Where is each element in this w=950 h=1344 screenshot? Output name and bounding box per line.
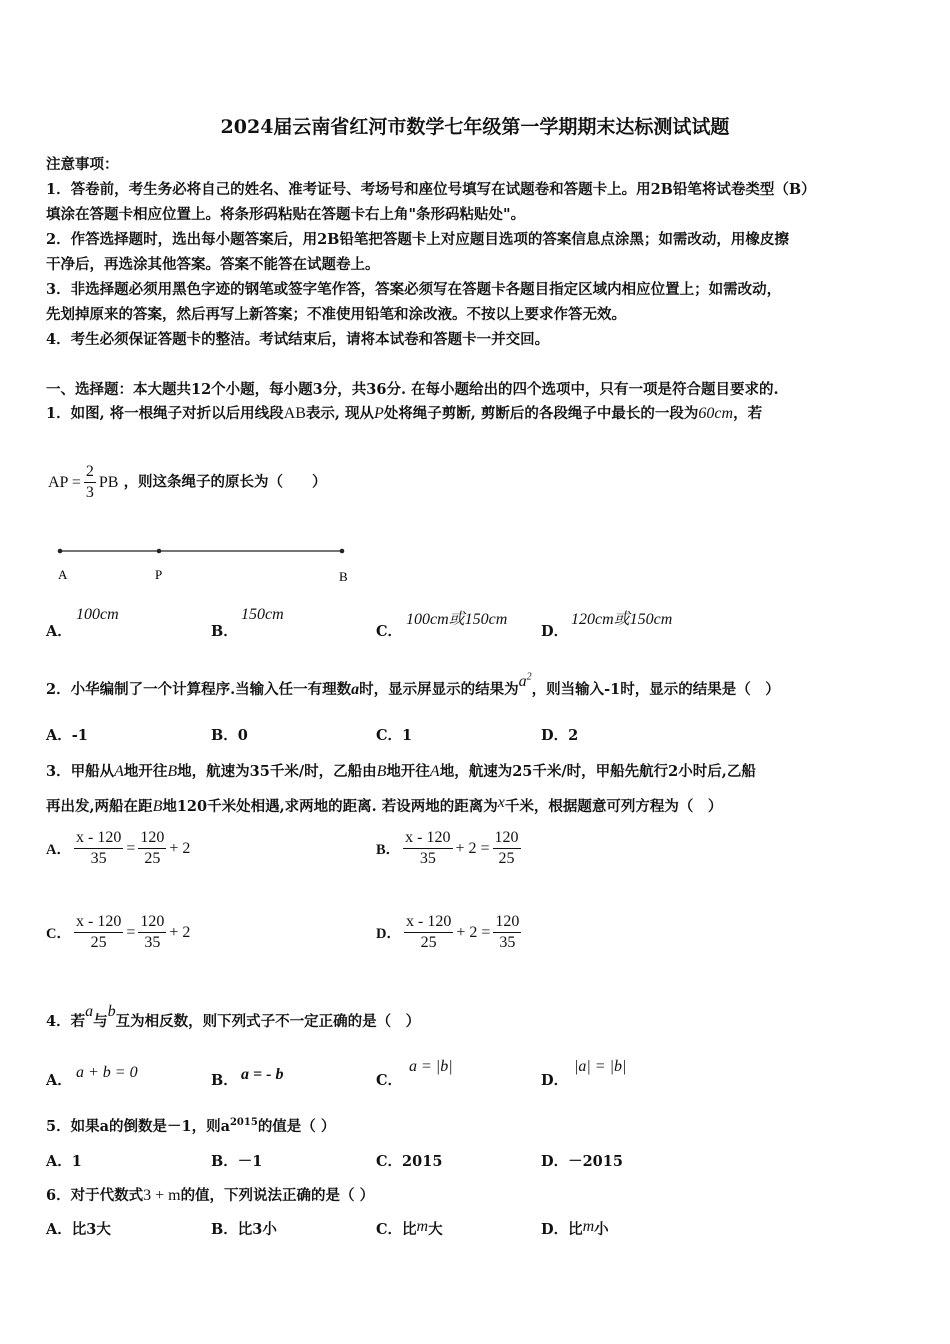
- q1-option-b[interactable]: B．: [211, 623, 238, 640]
- notice-line: 先划掉原来的答案，然后再写上新答案；不准使用铅笔和涂改液。不按以上要求作答无效。: [46, 306, 626, 323]
- segment-ab: AB: [283, 405, 306, 422]
- question-1-condition: AP = $\frac{2}{3}$ PB ，则这条绳子的原长为（ ）: [48, 463, 327, 501]
- point-p-dot: [157, 549, 162, 554]
- q1-option-a-value: 100cm: [76, 606, 119, 623]
- section-heading: 一、选择题：本大题共12个小题，每小题3分，共36分. 在每小题给出的四个选项中，只有一项是符合题目要求的.: [46, 381, 779, 398]
- q2-option-a[interactable]: A．-1: [46, 727, 88, 744]
- question-6-stem: 6．对于代数式3 + m的值，下列说法正确的是（ ）: [46, 1187, 375, 1204]
- q2-option-b[interactable]: B．0: [211, 727, 248, 744]
- notice-line: 4．考生必须保证答题卡的整洁。考试结束后，请将本试卷和答题卡一并交回。: [46, 331, 550, 348]
- q5-option-b[interactable]: B．－1: [211, 1153, 263, 1170]
- point-p: P: [374, 405, 384, 422]
- q1-option-b-value: 150cm: [241, 606, 284, 623]
- q3-option-a[interactable]: A． $\frac{x - 120}{35}$ = $\frac{120}{25}$ + 2: [46, 829, 191, 867]
- q1-option-c-value: 100cm或150cm: [406, 611, 508, 628]
- q4-option-a-value: a + b = 0: [76, 1064, 138, 1081]
- q4-option-d-value: |a| = |b|: [574, 1058, 627, 1075]
- q5-option-c[interactable]: C．2015: [376, 1153, 443, 1170]
- notice-line: 3．非选择题必须用黑色字迹的钢笔或签字笔作答，答案必须写在答题卡各题目指定区域内相应位置上；如需改动，: [46, 281, 782, 298]
- page-title: 2024届云南省红河市数学七年级第一学期期末达标测试试题: [220, 116, 730, 138]
- notice-line: 填涂在答题卡相应位置上。将条形码粘贴在答题卡右上角"条形码粘贴处"。: [46, 206, 526, 223]
- notice-line: 2．作答选择题时，选出每小题答案后，用2B铅笔把答题卡上对应题目选项的答案信息点涂黑；如需改动，用橡皮擦: [46, 231, 789, 248]
- q6-option-b[interactable]: B．比3小: [211, 1221, 277, 1238]
- q4-option-b[interactable]: B．: [211, 1072, 238, 1089]
- length-value: 60cm: [698, 405, 734, 422]
- q5-option-d[interactable]: D．－2015: [541, 1153, 623, 1170]
- q1-option-d[interactable]: D．: [541, 623, 569, 640]
- q4-option-a[interactable]: A．: [46, 1072, 72, 1089]
- question-5-stem: 5．如果a的倒数是－1，则$a^{2015}$的值是（ ）: [46, 1117, 336, 1135]
- q6-option-c[interactable]: C．比m大: [376, 1218, 443, 1238]
- q1-option-c[interactable]: C．: [376, 623, 403, 640]
- q2-option-c[interactable]: C．1: [376, 727, 413, 744]
- question-3-line-2: 再出发,两船在距B地120千米处相遇,求两地的距离. 若设两地的距离为x千米，根据题意可列方程为（ ）: [46, 794, 723, 815]
- label-a: A: [58, 567, 68, 582]
- ap-equation: AP = $\frac{2}{3}$ PB: [48, 463, 119, 501]
- question-2-stem: 2．小华编制了一个计算程序.当输入任一有理数a时，显示屏显示的结果为$a^2$，则当输入-1时，显示的结果是（ ）: [46, 671, 780, 698]
- fraction: $\frac{2}{3}$: [85, 463, 94, 501]
- question-3-line-1: 3．甲船从A地开往B地，航速为35千米/时，乙船由B地开往A地，航速为25千米/时，甲船先航行2小时后,乙船: [46, 763, 756, 780]
- q2-option-d[interactable]: D．2: [541, 727, 579, 744]
- point-a-dot: [58, 549, 63, 554]
- q1-option-d-value: 120cm或150cm: [571, 611, 673, 628]
- q6-option-a[interactable]: A．比3大: [46, 1221, 111, 1238]
- q4-option-c[interactable]: C．: [376, 1072, 403, 1089]
- q3-option-d[interactable]: D． $\frac{x - 120}{25}$ + 2 = $\frac{120}{35}$: [376, 913, 520, 951]
- a-squared: $a^2$: [518, 671, 532, 690]
- q3-option-b[interactable]: B． $\frac{x - 120}{35}$ + 2 = $\frac{120}{25}$: [376, 829, 519, 867]
- question-4-stem: 4．若a与b互为相反数，则下列式子不一定正确的是（ ）: [46, 1003, 421, 1030]
- q5-option-a[interactable]: A．1: [46, 1153, 82, 1170]
- segment-figure: [50, 540, 360, 590]
- label-p: P: [155, 567, 163, 582]
- question-1-stem: 1．如图, 将一根绳子对折以后用线段AB表示, 现从P处将绳子剪断, 剪断后的各段绳子中最长的一段为60cm，若: [46, 405, 763, 422]
- notice-heading: 注意事项：: [46, 156, 119, 173]
- notice-line: 1．答卷前，考生务必将自己的姓名、准考证号、考场号和座位号填写在试题卷和答题卡上。用2B铅笔将试卷类型（B）: [46, 181, 816, 198]
- q1-option-a[interactable]: A．: [46, 623, 72, 640]
- notice-line: 干净后，再选涂其他答案。答案不能答在试题卷上。: [46, 256, 380, 273]
- q4-option-b-value: a = - b: [241, 1066, 284, 1083]
- point-b-dot: [340, 549, 345, 554]
- q4-option-d[interactable]: D．: [541, 1072, 569, 1089]
- label-b: B: [339, 569, 348, 584]
- q3-option-c[interactable]: C． $\frac{x - 120}{25}$ = $\frac{120}{35}$ + 2: [46, 913, 191, 951]
- q6-option-d[interactable]: D．比m小: [541, 1218, 609, 1238]
- q4-option-c-value: a = |b|: [409, 1058, 453, 1075]
